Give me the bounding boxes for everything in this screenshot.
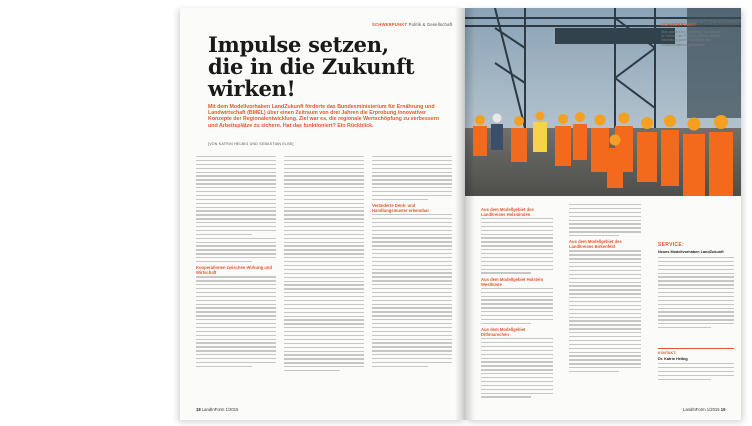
headline-line-1: Impulse setzen, <box>208 32 389 57</box>
left-folio <box>196 407 238 412</box>
contact-label: KONTAKT: <box>658 351 677 355</box>
right-folio-issue: 1/2015 <box>706 407 720 412</box>
service-title: SERVICE: <box>658 242 684 248</box>
body-column-2 <box>284 156 364 392</box>
service-box <box>658 242 734 331</box>
service-subtitle: Neues Modellvorhaben LandZukunft <box>658 250 724 254</box>
right-subhead-3: Aus dem Modellgebiet Dithmarschen <box>481 327 526 338</box>
headline-line-3: wirken! <box>208 76 296 101</box>
article-headline <box>208 34 414 100</box>
right-subhead-4: Aus dem Modellgebiet des Landkreises Birkenfeld <box>569 239 622 250</box>
contact-text <box>658 363 734 380</box>
spine-shadow <box>455 8 475 420</box>
right-column-1 <box>481 204 553 400</box>
body-text-block <box>284 156 364 371</box>
right-rubric <box>661 22 741 27</box>
right-rubric-section: SCHWERPUNKT <box>661 22 697 27</box>
contact-name: Dr. Katrin Helbig <box>658 357 688 361</box>
body-column-3 <box>372 156 452 392</box>
body-text-block <box>372 156 452 200</box>
article-byline: [VON KATRIN HELBIG UND SEBASTIAN ELBE] <box>208 142 294 146</box>
right-folio <box>683 407 725 412</box>
body-text-block <box>372 214 452 367</box>
left-folio-issue: 1/2015 <box>225 407 239 412</box>
right-page <box>465 8 741 420</box>
body-text-block <box>481 338 553 398</box>
body-column-1 <box>196 156 276 392</box>
right-rubric-topic: Politik & Gesellschaft <box>697 22 741 27</box>
right-page-number: 19 <box>720 407 726 412</box>
left-page-number: 18 <box>196 407 201 412</box>
contact-box <box>658 348 734 391</box>
right-subhead-1: Aus dem Modellgebiet des Landkreises Holzminden <box>481 207 534 217</box>
headline-line-2: die in die Zukunft <box>208 54 415 79</box>
body-text-block <box>196 156 276 262</box>
service-text <box>658 257 734 328</box>
body-text-block <box>569 204 641 236</box>
body-text-block <box>196 276 276 367</box>
body-text-block <box>481 218 553 274</box>
left-subhead-1: Kooperationen zwischen Wirkung und Wirtschaft <box>196 265 273 276</box>
left-rubric <box>372 22 452 27</box>
body-text-block <box>569 250 641 372</box>
body-text-block <box>481 288 553 324</box>
right-folio-mag: LandInForm <box>683 407 706 412</box>
left-body-columns <box>196 156 454 392</box>
left-subhead-2: Veränderte Denk- und Handlungsmuster erkennbar <box>372 203 430 214</box>
left-folio-mag: LandInForm <box>201 407 225 412</box>
left-rubric-topic: Politik & Gesellschaft <box>408 22 453 27</box>
photo-caption: Was passiert im Ebelsberg? Die Brisant ist Schüler der Friedrich-Hebbel-Schule Neuenburg kommt das Ende des Modellvorhabens gemeinsam <box>661 30 721 47</box>
right-column-2 <box>569 204 641 375</box>
left-rubric-section: SCHWERPUNKT <box>372 22 408 27</box>
right-subhead-2: Aus dem Modellgebiet Holstein Westküste <box>481 276 544 287</box>
article-intro: Mit dem Modellvorhaben LandZukunft förderte das Bundesministerium für Ernährung und Landwirtschaft (BMEL) über einen Zeitraum von drei Jahren die Erprobung innovativer Konzepte der Regionalentwicklung. Ziel war es, die regionale Wertschöpfung zu verbessern und Arbeitsplätze zu sichern. Hat das funktioniert? Ein Rückblick. <box>208 104 439 129</box>
